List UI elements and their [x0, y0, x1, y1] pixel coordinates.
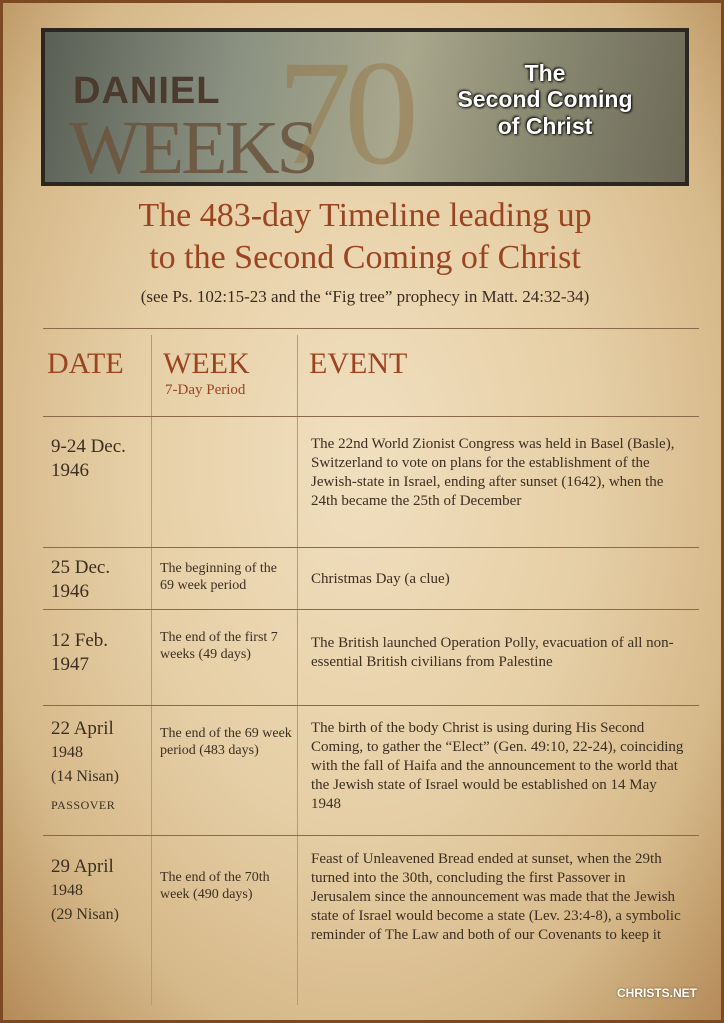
- column-divider: [297, 335, 298, 1005]
- banner-daniel: DANIEL: [73, 70, 221, 112]
- row-date: [51, 435, 147, 483]
- passover-label: PASSOVER: [51, 798, 116, 812]
- date-line: 1946: [51, 581, 89, 602]
- divider: [43, 547, 699, 548]
- banner: [41, 28, 689, 186]
- row-week: The end of the first 7 weeks (49 days): [160, 630, 278, 662]
- row-date: [51, 556, 147, 604]
- row-event: The British launched Operation Polly, evacuation of all non-essential British civilians from Palestine: [311, 635, 674, 670]
- date-line: (14 Nisan): [51, 768, 119, 785]
- row-week: The end of the 70th week (490 days): [160, 870, 270, 902]
- divider: [43, 835, 699, 836]
- row-date: [51, 629, 147, 677]
- banner-weeks: WEEKS: [69, 106, 316, 186]
- banner-seventy: 70: [277, 30, 411, 186]
- banner-subtitle-line: of Christ: [497, 112, 593, 139]
- scripture-reference: (see Ps. 102:15-23 and the “Fig tree” prophecy in Matt. 24:32-34): [140, 287, 590, 306]
- divider: [43, 416, 699, 417]
- row-week: The beginning of the 69 week period: [160, 561, 278, 593]
- row-event: Christmas Day (a clue): [311, 571, 450, 587]
- title-line: to the Second Coming of Christ: [149, 239, 581, 276]
- row-date: [51, 717, 147, 817]
- row-week: The end of the 69 week period (483 days): [160, 726, 292, 758]
- date-line: 12 Feb.: [51, 630, 108, 651]
- page-title: [23, 195, 707, 279]
- date-line: 1947: [51, 654, 89, 675]
- date-line: 1948: [51, 744, 83, 761]
- title-line: The 483-day Timeline leading up: [138, 197, 592, 234]
- date-line: 1946: [51, 460, 89, 481]
- date-line: (29 Nisan): [51, 906, 119, 923]
- row-date: [51, 855, 147, 927]
- header-event: EVENT: [309, 347, 408, 380]
- date-line: 25 Dec.: [51, 557, 111, 578]
- row-event: The birth of the body Christ is using during His Second Coming, to gather the “Elect” (Gen. 49:10, 22-24), coinciding with the fall of Haifa and the announcement to the world that the Jewish state of Israel would be established on 14 May 1948: [311, 720, 684, 812]
- row-event: The 22nd World Zionist Congress was held in Basel (Basle), Switzerland to vote on plans for the establishment of the Jewish-state in Israel, ending after sunset (1642), when the 24th became the 25th of December: [311, 436, 675, 509]
- header-week: WEEK: [163, 347, 250, 380]
- column-divider: [151, 335, 152, 1005]
- header-date: DATE: [47, 347, 124, 380]
- date-line: 9-24 Dec.: [51, 436, 126, 457]
- banner-subtitle-line: Second Coming: [457, 86, 633, 113]
- header-week-sub: 7-Day Period: [165, 382, 246, 398]
- date-line: 29 April: [51, 856, 114, 877]
- site-watermark: CHRISTS.NET: [616, 986, 697, 1000]
- date-line: 22 April: [51, 718, 114, 739]
- row-event: Feast of Unleavened Bread ended at sunset, when the 29th turned into the 30th, concluding the first Passover in Jerusalem since the announcement was made that the Jewish state of Israel would become a state (Lev. 23:4-8), a symbolic reminder of The Law and both of our Covenants to keep it: [311, 851, 681, 943]
- banner-subtitle-line: The: [524, 60, 566, 86]
- banner-subtitle: [425, 60, 665, 139]
- divider: [43, 609, 699, 610]
- divider: [43, 328, 699, 329]
- divider: [43, 705, 699, 706]
- date-line: 1948: [51, 882, 83, 899]
